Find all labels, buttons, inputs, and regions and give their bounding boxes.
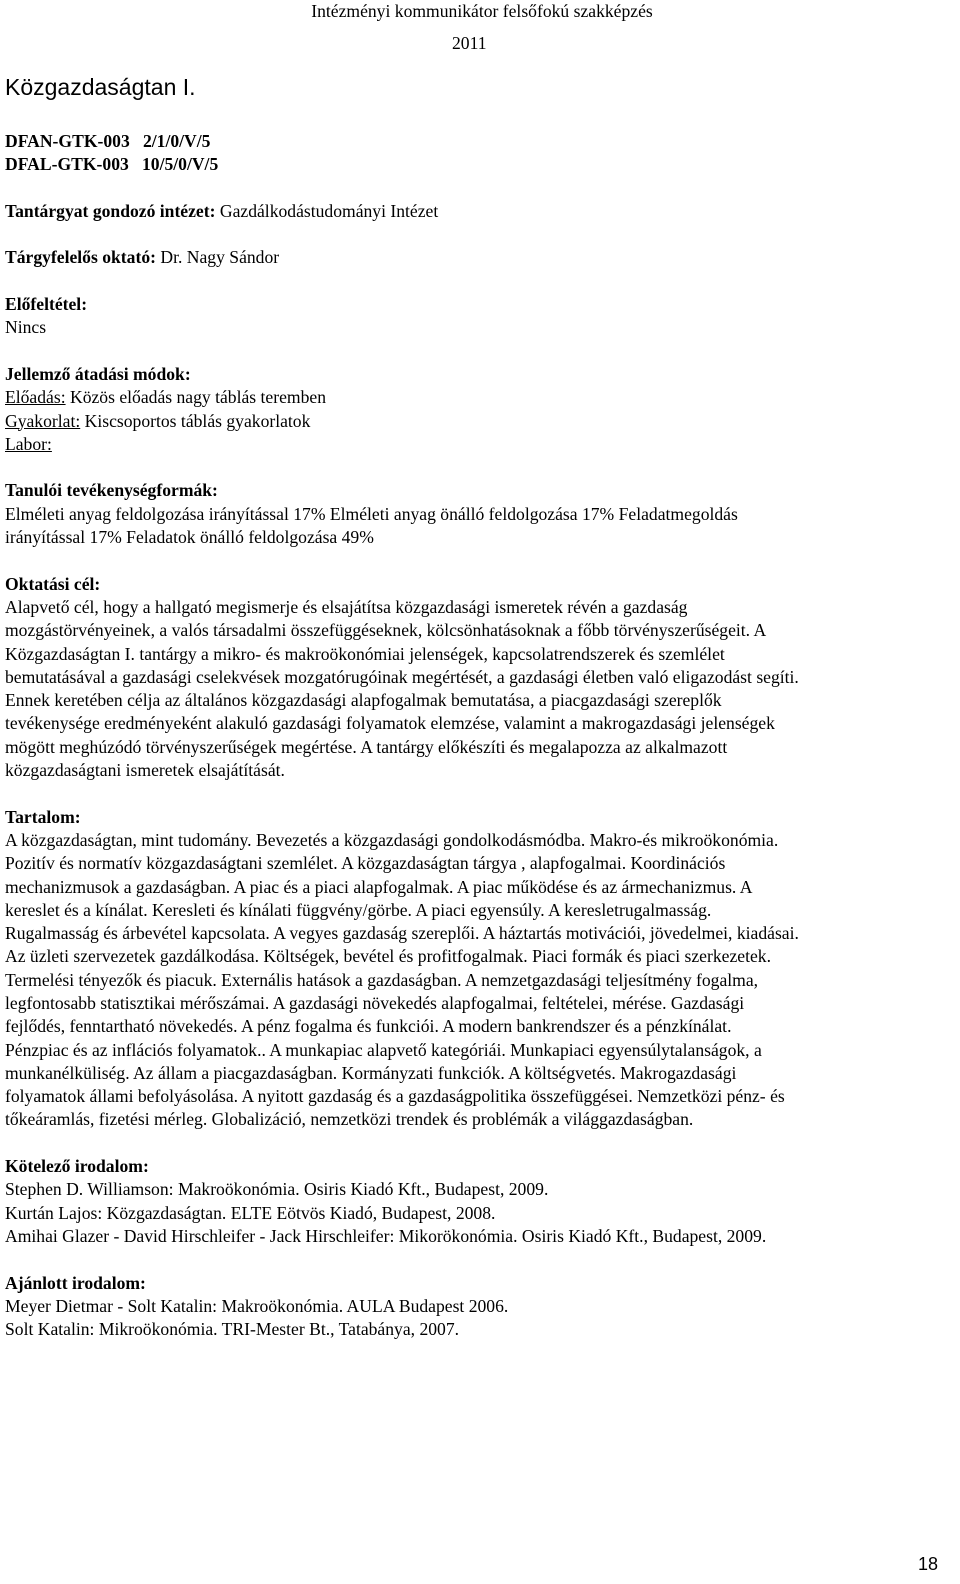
teacher-label: Tárgyfelelős oktató:	[5, 247, 156, 268]
recommended-literature-item: Solt Katalin: Mikroökonómia. TRI-Mester Bt., Tatabánya, 2007.	[5, 1319, 460, 1340]
teacher-value: Dr. Nagy Sándor	[160, 247, 280, 268]
course-code-line	[5, 130, 955, 153]
goal-text-line: Ennek keretében célja az általános közgazdasági alapfogalmak bemutatása, a piacgazdasági szereplők	[5, 690, 722, 711]
delivery-item	[5, 386, 955, 409]
content-heading	[5, 806, 955, 829]
required-literature-label: Kötelező irodalom:	[5, 1156, 149, 1177]
document-body	[5, 130, 955, 1341]
institute-value: Gazdálkodástudományi Intézet	[219, 200, 439, 221]
activities-text-line: irányítással 17% Feladatok önálló feldolgozása 49%	[5, 527, 374, 548]
goal-text-line: Közgazdaságtan I. tantárgy a mikro- és makroökonómiai jelenségek, kapcsolatrendszerek és szemlélet	[5, 643, 725, 664]
delivery-heading	[5, 363, 955, 386]
content-text-line: mechanizmusok a gazdaságban. A piac és a piaci alapfogalmak. A piac működése és az ármechanizmus. A	[5, 876, 753, 897]
activities-heading	[5, 479, 955, 502]
delivery-key: Előadás:	[5, 387, 66, 408]
activities-text-line: Elméleti anyag feldolgozása irányítással 17% Elméleti anyag önálló feldolgozása 17% Feladatmegoldás	[5, 503, 738, 524]
goal-text-line: közgazdaságtani ismeretek elsajátítását.	[5, 760, 285, 781]
content-text-line: A közgazdaságtan, mint tudomány. Bevezetés a közgazdasági gondolkodásmódba. Makro-és mikroökonómia.	[5, 829, 779, 850]
delivery-value: Kiscsoportos táblás gyakorlatok	[84, 410, 311, 431]
goal-text-line: Alapvető cél, hogy a hallgató megismerje és elsajátítsa közgazdasági ismeretek révén a gazdaság	[5, 596, 688, 617]
content-text-line: Pénzpiac és az inflációs folyamatok.. A munkapiac alapvető kategóriái. Munkapiaci egyensúlytalanságok, a	[5, 1039, 762, 1060]
delivery-key: Labor:	[5, 433, 52, 454]
content-text-line: tőkeáramlás, fizetési mérleg. Globalizáció, nemzetközi trendek és problémák a világgazdaságban.	[5, 1109, 694, 1130]
content-text-line: legfontosabb statisztikai mérőszámai. A gazdasági növekedés alapfogalmai, feltételei, mérése. Gazdasági	[5, 992, 745, 1013]
delivery-item	[5, 410, 955, 433]
goal-text-line: mögött meghúzódó törvényszerűségek megértése. A tantárgy előkészíti és megalapozza az alkalmazott	[5, 736, 728, 757]
teacher-line	[5, 246, 955, 269]
content-text-line: fejlődés, fenntartható növekedés. A pénz fogalma és funkciói. A modern bankrendszer és a pénzkínálat.	[5, 1016, 732, 1037]
institute-line	[5, 200, 955, 223]
delivery-value: Közös előadás nagy táblás teremben	[70, 387, 326, 408]
prerequisite-label: Előfeltétel:	[5, 294, 88, 315]
content-text-line: Pozitív és normatív közgazdaságtani szemlélet. A közgazdaságtan tárgya , alapfogalmai. Koordinációs	[5, 853, 726, 874]
delivery-label: Jellemző átadási módok:	[5, 363, 191, 384]
recommended-literature-heading	[5, 1272, 955, 1295]
goal-label: Oktatási cél:	[5, 573, 101, 594]
goal-text-line: bemutatásával a gazdasági cselekvések mozgatórugóinak megértését, a gazdasági életben való eligazodást segíti.	[5, 666, 799, 687]
header-title: Intézményi kommunikátor felsőfokú szakképzés	[311, 1, 653, 21]
content-text-line: Az üzleti szervezetek gazdálkodása. Költségek, bevétel és profitfogalmak. Piaci formák és piaci szerkezetek.	[5, 946, 771, 967]
page-number: 18	[918, 1554, 939, 1574]
delivery-item	[5, 433, 955, 456]
course-title: Közgazdaságtan I.	[5, 74, 196, 100]
content-text-line: folyamatok állami befolyásolása. A nyitott gazdaság és a gazdaságpolitika összefüggései. Nemzetközi pénz- és	[5, 1086, 785, 1107]
goal-text-line: mozgástörvényeinek, a valós társadalmi összefüggéseknek, kölcsönhatásoknak a főbb törvényszerűségeit. A	[5, 620, 767, 641]
required-literature-item: Kurtán Lajos: Közgazdaságtan. ELTE Eötvös Kiadó, Budapest, 2008.	[5, 1202, 496, 1223]
institute-label: Tantárgyat gondozó intézet:	[5, 200, 216, 221]
required-literature-item: Stephen D. Williamson: Makroökonómia. Osiris Kiadó Kft., Budapest, 2009.	[5, 1179, 549, 1200]
content-text-line: munkanélküliség. Az állam a piacgazdaságban. Kormányzati funkciók. A költségvetés. Makrogazdasági	[5, 1062, 737, 1083]
goal-heading	[5, 573, 955, 596]
course-code: DFAN-GTK-003 2/1/0/V/5	[5, 131, 211, 151]
prerequisite-value: Nincs	[5, 317, 47, 338]
header-year: 2011	[452, 33, 487, 53]
activities-label: Tanulói tevékenységformák:	[5, 480, 218, 501]
required-literature-item: Amihai Glazer - David Hirschleifer - Jack Hirschleifer: Mikorökonómia. Osiris Kiadó Kft., Budapest, 2009.	[5, 1225, 767, 1246]
content-label: Tartalom:	[5, 806, 81, 827]
recommended-literature-label: Ajánlott irodalom:	[5, 1272, 146, 1293]
delivery-key: Gyakorlat:	[5, 410, 81, 431]
content-text-line: Rugalmasság és árbevétel kapcsolata. A vegyes gazdaság szereplői. A háztartás motivációi, jövedelmei, kiadásai.	[5, 923, 799, 944]
content-text-line: kereslet és a kínálat. Keresleti és kínálati függvény/görbe. A piaci egyensúly. A keresletrugalmasság.	[5, 899, 712, 920]
course-code-line	[5, 153, 955, 176]
required-literature-heading	[5, 1155, 955, 1178]
course-code: DFAL-GTK-003 10/5/0/V/5	[5, 154, 219, 175]
prerequisite-heading	[5, 293, 955, 316]
recommended-literature-item: Meyer Dietmar - Solt Katalin: Makroökonómia. AULA Budapest 2006.	[5, 1295, 509, 1316]
goal-text-line: tevékenysége eredményeként alakuló gazdasági folyamatok elemzése, valamint a makrogazdasági jelenségek	[5, 713, 775, 734]
content-text-line: Termelési tényezők és piacuk. Externális hatások a gazdaságban. A nemzetgazdasági teljesítmény fogalma,	[5, 969, 759, 990]
